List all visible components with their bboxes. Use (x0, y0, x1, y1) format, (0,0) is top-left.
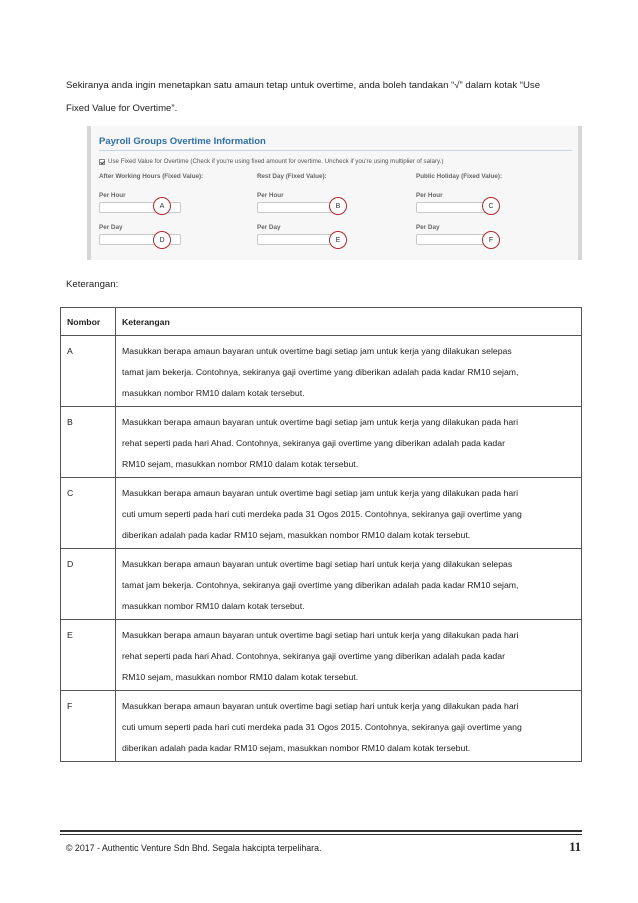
keterangan-table (60, 307, 582, 762)
description-line: Masukkan berapa amaun bayaran untuk overtime bagi setiap jam untuk kerja yang dilakukan selepas (122, 346, 512, 356)
description-line: rehat seperti pada hari Ahad. Contohnya, sekiranya gaji overtime yang diberikan adalah pada kadar (122, 651, 505, 661)
column-heading-after-working-hours: After Working Hours (Fixed Value): (99, 173, 204, 180)
per-hour-label: Per Hour (416, 192, 443, 199)
screenshot-title: Payroll Groups Overtime Information (99, 136, 266, 147)
keterangan-heading: Keterangan: (66, 279, 119, 290)
table-row (61, 620, 582, 691)
page-number: 11 (569, 840, 581, 854)
description-line: cuti umum seperti pada hari cuti merdeka pada 31 Ogos 2015. Contohnya, sekiranya gaji overtime yang (122, 509, 522, 519)
description-line: tamat jam bekerja. Contohnya, sekiranya gaji overtime yang diberikan adalah pada kadar RM10 sejam, (122, 367, 519, 377)
badge-d: D (153, 231, 171, 249)
per-day-label: Per Day (416, 224, 440, 231)
description-line: cuti umum seperti pada hari cuti merdeka pada 31 Ogos 2015. Contohnya, sekiranya gaji overtime yang (122, 722, 522, 732)
description-line: Masukkan berapa amaun bayaran untuk overtime bagi setiap hari untuk kerja yang dilakukan pada hari (122, 630, 519, 640)
description-line: Masukkan berapa amaun bayaran untuk overtime bagi setiap hari untuk kerja yang dilakukan pada hari (122, 701, 519, 711)
row-number: F (61, 691, 116, 762)
row-description (116, 691, 582, 762)
checkbox-checked-icon[interactable] (99, 159, 105, 165)
table-row (61, 478, 582, 549)
table-row (61, 691, 582, 762)
header-nombor: Nombor (61, 308, 116, 336)
table-header-row (61, 308, 582, 336)
description-line: diberikan adalah pada kadar RM10 sejam, masukkan nombor RM10 dalam kotak tersebut. (122, 530, 471, 540)
badge-c: C (482, 197, 500, 215)
footer-copyright: © 2017 - Authentic Venture Sdn Bhd. Segala hakcipta terpelihara. (66, 843, 322, 853)
description-line: diberikan adalah pada kadar RM10 sejam, masukkan nombor RM10 dalam kotak tersebut. (122, 743, 471, 753)
column-heading-rest-day: Rest Day (Fixed Value): (257, 173, 327, 180)
row-description (116, 336, 582, 407)
table-row (61, 549, 582, 620)
per-day-label: Per Day (257, 224, 281, 231)
row-number: E (61, 620, 116, 691)
rest-day-per-hour-input[interactable] (257, 202, 339, 213)
payroll-overtime-screenshot (87, 126, 582, 260)
badge-a: A (153, 197, 171, 215)
footer-divider-thin (60, 834, 582, 835)
per-day-label: Per Day (99, 224, 123, 231)
row-description (116, 407, 582, 478)
fixed-value-checkbox-label: Use Fixed Value for Overtime (Check if you're using fixed amount for overtime. Uncheck if you're using multiplier of salary.) (108, 158, 444, 165)
row-number: A (61, 336, 116, 407)
description-line: RM10 sejam, masukkan nombor RM10 dalam kotak tersebut. (122, 672, 359, 682)
row-description (116, 549, 582, 620)
screenshot-title-divider (99, 150, 572, 151)
table-row (61, 336, 582, 407)
description-line: rehat seperti pada hari Ahad. Contohnya, sekiranya gaji overtime yang diberikan adalah pada kadar (122, 438, 505, 448)
footer-divider-thick (60, 830, 582, 832)
intro-line-2: Fixed Value for Overtime”. (66, 103, 178, 114)
description-line: masukkan nombor RM10 dalam kotak tersebut. (122, 601, 305, 611)
rest-day-per-day-input[interactable] (257, 234, 339, 245)
row-number: C (61, 478, 116, 549)
fixed-value-checkbox-row[interactable] (99, 158, 443, 165)
row-description (116, 478, 582, 549)
row-description (116, 620, 582, 691)
description-line: RM10 sejam, masukkan nombor RM10 dalam kotak tersebut. (122, 459, 359, 469)
column-heading-public-holiday: Public Holiday (Fixed Value): (416, 173, 503, 180)
description-line: Masukkan berapa amaun bayaran untuk overtime bagi setiap hari untuk kerja yang dilakukan selepas (122, 559, 513, 569)
description-line: Masukkan berapa amaun bayaran untuk overtime bagi setiap jam untuk kerja yang dilakukan pada hari (122, 417, 519, 427)
description-line: tamat jam bekerja. Contohnya, sekiranya gaji overtime yang diberikan adalah pada kadar RM10 sejam, (122, 580, 519, 590)
description-line: masukkan nombor RM10 dalam kotak tersebut. (122, 388, 305, 398)
row-number: D (61, 549, 116, 620)
per-hour-label: Per Hour (99, 192, 126, 199)
intro-paragraph (66, 74, 566, 120)
badge-b: B (329, 197, 347, 215)
table-row (61, 407, 582, 478)
badge-f: F (482, 231, 500, 249)
header-keterangan: Keterangan (116, 308, 582, 336)
row-number: B (61, 407, 116, 478)
badge-e: E (329, 231, 347, 249)
per-hour-label: Per Hour (257, 192, 284, 199)
intro-line-1: Sekiranya anda ingin menetapkan satu amaun tetap untuk overtime, anda boleh tandakan “√” dalam kotak “Use (66, 80, 541, 91)
description-line: Masukkan berapa amaun bayaran untuk overtime bagi setiap jam untuk kerja yang dilakukan pada hari (122, 488, 519, 498)
